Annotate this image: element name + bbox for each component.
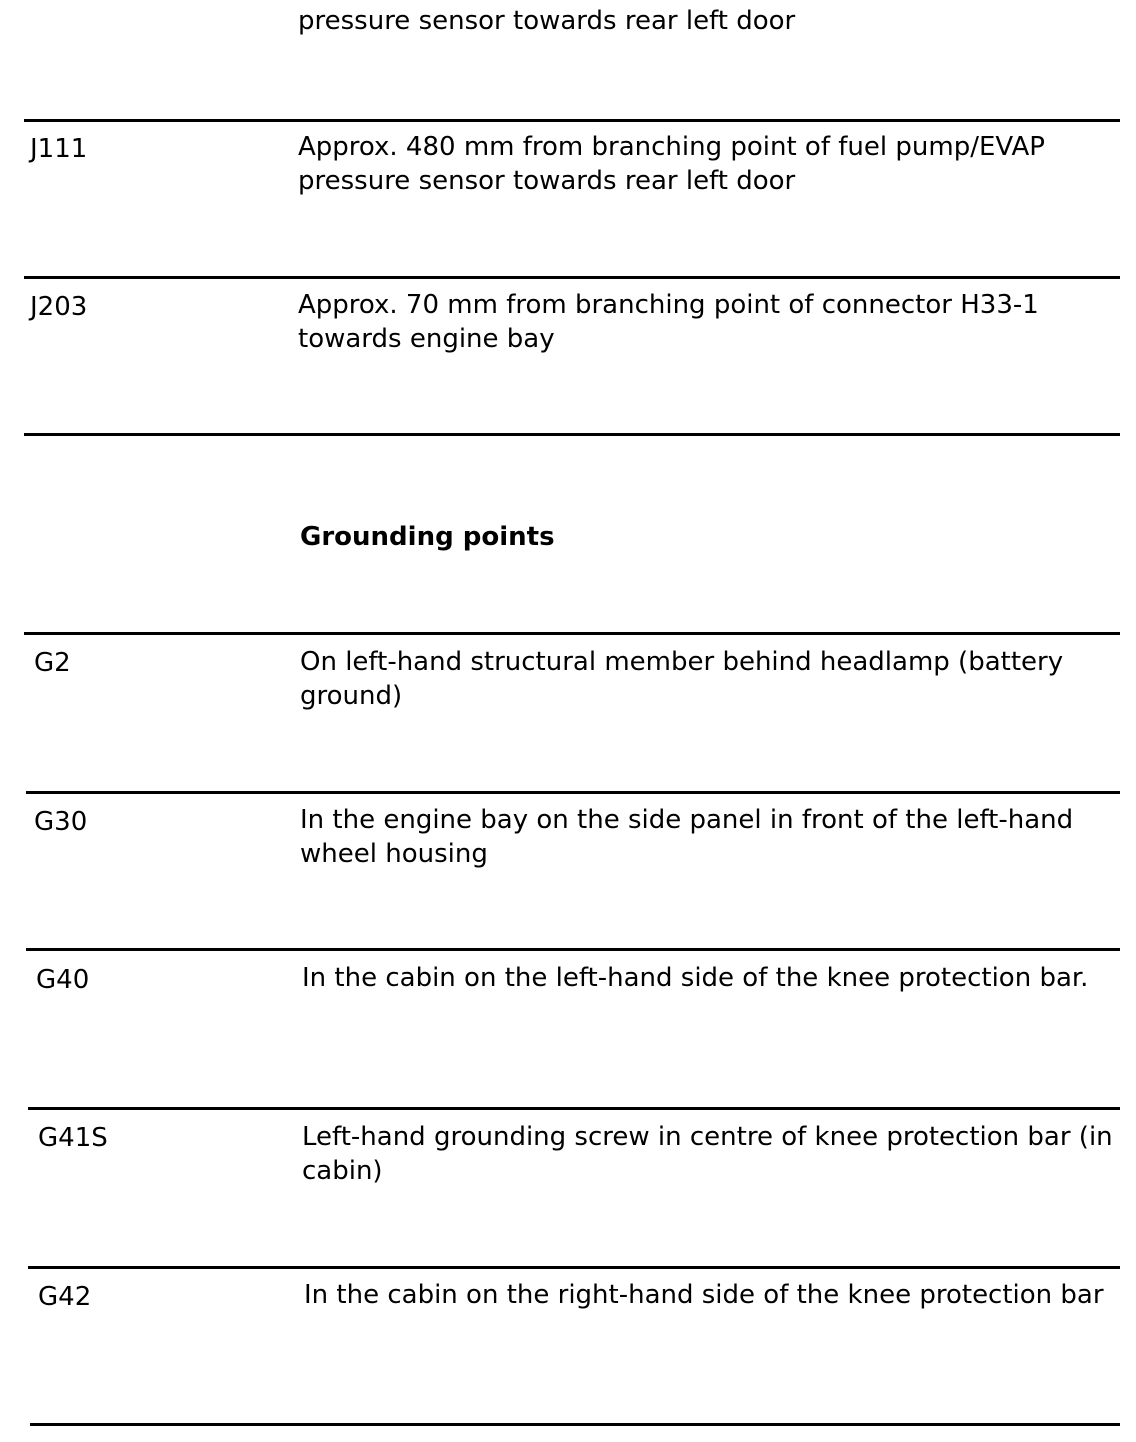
table-divider [28, 1107, 1120, 1110]
wire-junction-description: Approx. 70 mm from branching point of connector H33-1 towards engine bay [298, 290, 1039, 354]
wire-junction-code: J111 [30, 134, 88, 164]
grounding-point-code: G42 [38, 1282, 92, 1312]
table-divider [28, 1266, 1120, 1269]
grounding-point-description: In the cabin on the right-hand side of the knee protection bar [304, 1280, 1104, 1310]
grounding-point-code: G2 [34, 648, 71, 678]
grounding-point-code: G40 [36, 965, 90, 995]
section-heading: Grounding points [300, 522, 555, 552]
grounding-point-code: G30 [34, 807, 88, 837]
table-divider [24, 276, 1120, 279]
table-divider [24, 119, 1120, 122]
table-divider [24, 433, 1120, 436]
table-divider [30, 1423, 1120, 1426]
grounding-point-description: On left-hand structural member behind headlamp (battery ground) [300, 647, 1064, 711]
wire-junction-description: Approx. 480 mm from branching point of fuel pump/EVAP pressure sensor towards rear left door [298, 132, 1045, 196]
table-divider [24, 632, 1120, 635]
wire-junction-code: J203 [30, 292, 88, 322]
grounding-point-description: In the cabin on the left-hand side of the knee protection bar. [302, 963, 1089, 993]
table-divider [26, 791, 1120, 794]
continuation-text: pressure sensor towards rear left door [298, 6, 796, 36]
grounding-point-code: G41S [38, 1123, 108, 1153]
grounding-point-description: Left-hand grounding screw in centre of knee protection bar (in cabin) [302, 1122, 1113, 1186]
grounding-point-description: In the engine bay on the side panel in front of the left-hand wheel housing [300, 805, 1074, 869]
table-divider [26, 948, 1120, 951]
